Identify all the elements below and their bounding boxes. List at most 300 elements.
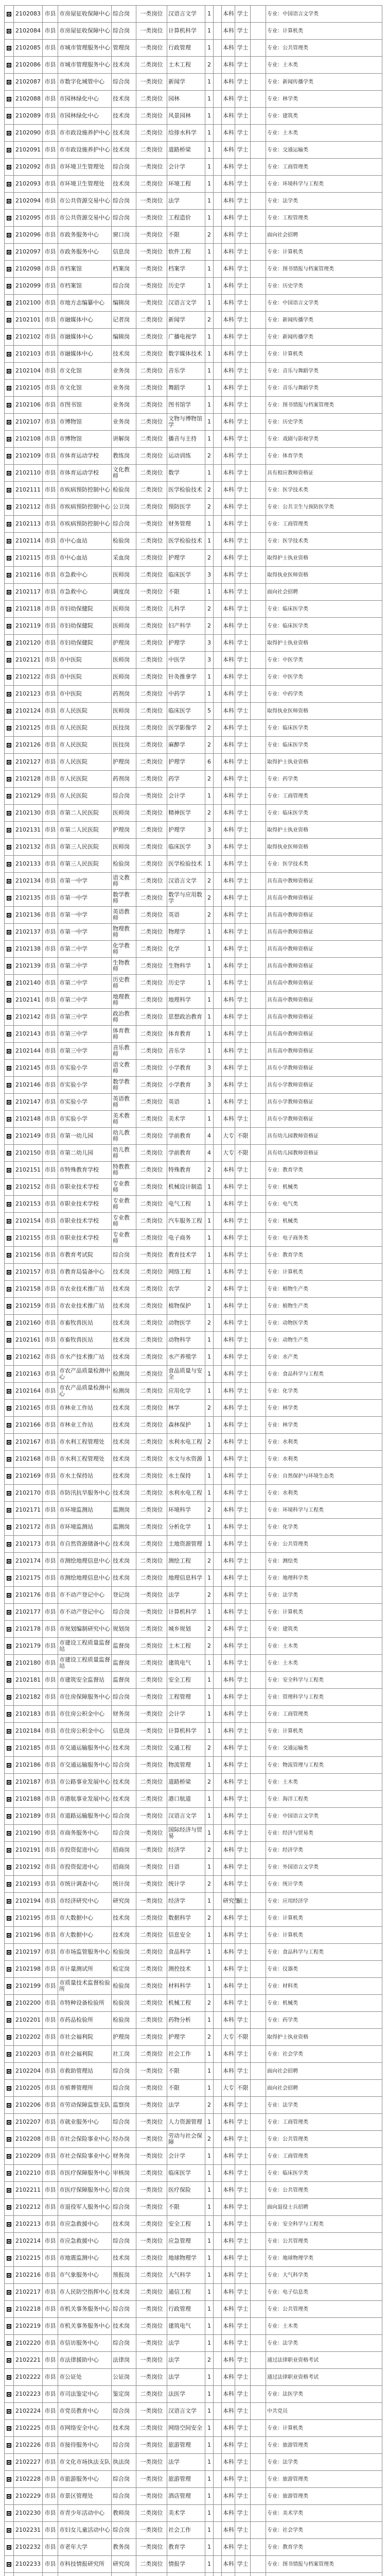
employer-name: 市实验小学: [58, 1094, 112, 1111]
qr-code-icon: [7, 1321, 11, 1326]
post-name: 技术岗: [112, 1451, 136, 1468]
blank-cell: [214, 2318, 222, 2335]
qr-cell: [5, 2284, 14, 2301]
hire-count: 1: [205, 2318, 214, 2335]
education: 本科: [222, 1094, 235, 1111]
remarks: 专业：大气科学类: [266, 2267, 382, 2284]
qr-code-icon: [7, 335, 11, 340]
table-row: [5, 1043, 382, 1060]
post-category: 二类岗位: [136, 1927, 167, 1944]
job-code: 2102228: [14, 2471, 43, 2488]
post-name: 技术岗: [112, 1315, 136, 1332]
post-category: 二类岗位: [136, 2046, 167, 2063]
post-category: 二类岗位: [136, 1995, 167, 2012]
qr-code-icon: [7, 1253, 11, 1258]
post-name: 监督岗: [112, 1638, 136, 1655]
qr-code-icon: [7, 862, 11, 867]
blank-cell: [251, 550, 266, 567]
job-level: 市县: [43, 2216, 58, 2233]
post-name: 医技岗: [112, 720, 136, 737]
blank-cell: [251, 1162, 266, 1179]
education: 本科: [222, 2182, 235, 2199]
job-level: 市县: [43, 1689, 58, 1706]
job-level: 市县: [43, 737, 58, 754]
blank-cell: [214, 1485, 222, 1502]
hire-count: 1: [205, 346, 214, 363]
remarks: 专业：材料类: [266, 1978, 382, 1995]
blank-cell: [214, 1587, 222, 1604]
hire-count: 2: [205, 873, 214, 890]
hire-count: 1: [205, 2386, 214, 2403]
qr-cell: [5, 1927, 14, 1944]
degree: 学士: [235, 176, 251, 193]
blank-cell: [214, 788, 222, 805]
post-category: 二类岗位: [136, 482, 167, 499]
job-code: 2102091: [14, 142, 43, 159]
qr-cell: [5, 2437, 14, 2454]
qr-cell: [5, 992, 14, 1009]
post-category: 二类岗位: [136, 2284, 167, 2301]
major-requirement: 英语: [167, 1094, 205, 1111]
blank-cell: [251, 771, 266, 788]
qr-cell: [5, 907, 14, 924]
education: 本科: [222, 2522, 235, 2539]
major-requirement: 机械设计制造: [167, 1179, 205, 1196]
post-category: 一类岗位: [136, 2522, 167, 2539]
major-requirement: 药物分析: [167, 2012, 205, 2029]
education: 本科: [222, 2386, 235, 2403]
employer-name: 市政务服务中心: [58, 244, 112, 261]
blank-cell: [251, 856, 266, 873]
post-category: 一类岗位: [136, 261, 167, 278]
blank-cell: [214, 1179, 222, 1196]
qr-cell: [5, 1502, 14, 1519]
post-name: 综合岗: [112, 1689, 136, 1706]
employer-name: 市不动产登记中心: [58, 1587, 112, 1604]
post-category: [136, 2573, 167, 2576]
blank-cell: [214, 1400, 222, 1417]
qr-code-icon: [7, 1865, 11, 1870]
employer-name: 市就业服务中心: [58, 2114, 112, 2131]
job-level: 市县: [43, 1808, 58, 1825]
employer-name: 市教育局装备中心: [58, 1264, 112, 1281]
blank-cell: [214, 2284, 222, 2301]
blank-cell: [251, 1281, 266, 1298]
blank-cell: [251, 907, 266, 924]
job-code: 2102176: [14, 1587, 43, 1604]
post-category: 二类岗位: [136, 1179, 167, 1196]
employer-name: 市第二幼儿园: [58, 1145, 112, 1162]
qr-code-icon: [7, 1372, 11, 1377]
major-requirement: 港口航道: [167, 1791, 205, 1808]
blank-cell: [214, 805, 222, 822]
post-category: 二类岗位: [136, 805, 167, 822]
job-level: 市县: [43, 448, 58, 465]
education: 本科: [222, 2352, 235, 2369]
table-row: [5, 1553, 382, 1570]
post-name: 综合岗: [112, 2488, 136, 2505]
qr-cell: [5, 2369, 14, 2386]
blank-cell: [251, 363, 266, 380]
degree: 学士: [235, 329, 251, 346]
blank-cell: [251, 414, 266, 431]
degree: 学士: [235, 40, 251, 57]
table-row: [5, 1247, 382, 1264]
remarks: 专业：体育学类: [266, 448, 382, 465]
post-name: 技术岗: [112, 1417, 136, 1434]
remarks: 专业：工商管理类: [266, 159, 382, 176]
job-code: 2102190: [14, 1825, 43, 1842]
blank-cell: [251, 2437, 266, 2454]
table-row: [5, 2386, 382, 2403]
employer-name: 市园林绿化中心: [58, 108, 112, 125]
blank-cell: [214, 669, 222, 686]
hire-count: 1: [205, 2012, 214, 2029]
blank-cell: [251, 805, 266, 822]
post-category: 二类岗位: [136, 397, 167, 414]
remarks: 通过法律职业资格考试: [266, 2352, 382, 2369]
education: 本科: [222, 1332, 235, 1349]
employer-name: 市人民医院: [58, 720, 112, 737]
blank-cell: [251, 1859, 266, 1876]
blank-cell: [214, 1451, 222, 1468]
major-requirement: 会计学: [167, 1706, 205, 1723]
blank-cell: [251, 669, 266, 686]
job-code: 2102164: [14, 1383, 43, 1400]
remarks: 专业：法学类: [266, 2335, 382, 2352]
degree: 学士: [235, 2046, 251, 2063]
post-category: 二类岗位: [136, 499, 167, 516]
qr-cell: [5, 1332, 14, 1349]
hire-count: 2: [205, 1315, 214, 1332]
remarks: 专业：戏剧与影视学类: [266, 431, 382, 448]
blank-cell: [214, 2488, 222, 2505]
job-level: 市县: [43, 1111, 58, 1128]
degree: 学士: [235, 1366, 251, 1383]
blank-cell: [214, 1111, 222, 1128]
job-level: 市县: [43, 2369, 58, 2386]
table-row: [5, 2369, 382, 2386]
job-code: 2102087: [14, 74, 43, 91]
education: 本科: [222, 363, 235, 380]
job-code: 2102139: [14, 958, 43, 975]
blank-cell: [214, 635, 222, 652]
education: 本科: [222, 2233, 235, 2250]
job-code: 2102224: [14, 2403, 43, 2420]
blank-cell: [214, 2335, 222, 2352]
hire-count: 1: [205, 2063, 214, 2080]
education: 本科: [222, 686, 235, 703]
job-level: 市县: [43, 2488, 58, 2505]
employer-name: 市环境卫生管理处: [58, 176, 112, 193]
major-requirement: 音乐学: [167, 363, 205, 380]
blank-cell: [251, 1468, 266, 1485]
post-category: 二类岗位: [136, 1961, 167, 1978]
remarks: 专业：公共管理类: [266, 2182, 382, 2199]
blank-cell: [214, 2114, 222, 2131]
major-requirement: 行政管理: [167, 2301, 205, 2318]
post-name: 技术岗: [112, 1349, 136, 1366]
job-level: 市县: [43, 1621, 58, 1638]
employer-name: 市港航事业发展中心: [58, 1791, 112, 1808]
degree: 学士: [235, 771, 251, 788]
blank-cell: [214, 1281, 222, 1298]
qr-code-icon: [7, 1134, 11, 1139]
post-category: 一类岗位: [136, 210, 167, 227]
education: 本科: [222, 958, 235, 975]
job-code: 2102210: [14, 2165, 43, 2182]
employer-name: 市第二人民医院: [58, 822, 112, 839]
blank-cell: [251, 1570, 266, 1587]
qr-cell: [5, 1111, 14, 1128]
employer-name: 市畜牧兽医站: [58, 1315, 112, 1332]
degree: 学士: [235, 2165, 251, 2182]
job-level: 市县: [43, 2114, 58, 2131]
remarks: 专业：机械类: [266, 1995, 382, 2012]
education: 研究生: [222, 1893, 235, 1910]
job-code: 2102152: [14, 1179, 43, 1196]
education: 本科: [222, 550, 235, 567]
employer-name: 市第一中学: [58, 890, 112, 907]
qr-code-icon: [7, 1848, 11, 1853]
table-row: [5, 397, 382, 414]
remarks: 专业：工商管理类: [266, 516, 382, 533]
degree: 学士: [235, 312, 251, 329]
post-category: 二类岗位: [136, 958, 167, 975]
remarks: 专业：食品科学与工程类: [266, 1944, 382, 1961]
job-code: 2102187: [14, 1774, 43, 1791]
post-name: 检验岗: [112, 1944, 136, 1961]
major-requirement: 数据科学: [167, 1910, 205, 1927]
education: 本科: [222, 2284, 235, 2301]
post-category: 二类岗位: [136, 601, 167, 618]
blank-cell: [214, 992, 222, 1009]
qr-cell: [5, 788, 14, 805]
education: 本科: [222, 635, 235, 652]
job-code: 2102120: [14, 635, 43, 652]
job-code: 2102173: [14, 1536, 43, 1553]
job-code: 2102127: [14, 754, 43, 771]
blank-cell: [251, 1128, 266, 1145]
job-level: 市县: [43, 2318, 58, 2335]
qr-code-icon: [7, 1610, 11, 1615]
table-row: [5, 958, 382, 975]
job-code: 2102185: [14, 1740, 43, 1757]
employer-name: 市社会保险事业中心: [58, 2148, 112, 2165]
table-row: [5, 1128, 382, 1145]
hire-count: 1: [205, 1706, 214, 1723]
major-requirement: 网络空间安全: [167, 2420, 205, 2437]
major-requirement: 经济学: [167, 1842, 205, 1859]
blank-cell: [214, 839, 222, 856]
table-row: [5, 2199, 382, 2216]
qr-code-icon: [7, 63, 11, 67]
blank-cell: [214, 1094, 222, 1111]
hire-count: 1: [205, 1383, 214, 1400]
post-name: 综合岗: [112, 2522, 136, 2539]
blank-cell: [214, 1723, 222, 1740]
qr-cell: [5, 159, 14, 176]
remarks: 专业：环境科学与工程类: [266, 176, 382, 193]
employer-name: 市大数据中心: [58, 1927, 112, 1944]
blank-cell: [251, 2420, 266, 2437]
job-code: 2102165: [14, 1400, 43, 1417]
remarks: 取得护士执业资格: [266, 2029, 382, 2046]
qr-cell: [5, 1842, 14, 1859]
remarks: 专业：美术学类: [266, 2505, 382, 2522]
job-level: 市县: [43, 1757, 58, 1774]
qr-code-icon: [7, 1151, 11, 1156]
table-row: [5, 1638, 382, 1655]
job-code: 2102198: [14, 1961, 43, 1978]
major-requirement: 物理学: [167, 924, 205, 941]
qr-cell: [5, 567, 14, 584]
degree: 学士: [235, 839, 251, 856]
blank-cell: [214, 482, 222, 499]
degree: 学士: [235, 1757, 251, 1774]
blank-cell: [251, 244, 266, 261]
blank-cell: [214, 2250, 222, 2267]
employer-name: 市房屋征收保障中心: [58, 6, 112, 23]
blank-cell: [214, 108, 222, 125]
major-requirement: 医学检验技术: [167, 856, 205, 873]
post-category: 一类岗位: [136, 788, 167, 805]
blank-cell: [214, 193, 222, 210]
post-category: 二类岗位: [136, 414, 167, 431]
qr-cell: [5, 2318, 14, 2335]
blank-cell: [214, 2471, 222, 2488]
remarks: 专业：土木类: [266, 1655, 382, 1672]
education: 本科: [222, 567, 235, 584]
hire-count: 2: [205, 57, 214, 74]
blank-cell: [214, 1757, 222, 1774]
hire-count: 2: [205, 227, 214, 244]
blank-cell: [214, 2165, 222, 2182]
blank-cell: [214, 533, 222, 550]
job-level: 市县: [43, 1434, 58, 1451]
qr-code-icon: [7, 2137, 11, 2142]
education: 本科: [222, 1111, 235, 1128]
employer-name: 市城市管理服务中心: [58, 40, 112, 57]
blank-cell: [251, 1944, 266, 1961]
blank-cell: [214, 1910, 222, 1927]
hire-count: 1: [205, 1468, 214, 1485]
blank-cell: [251, 108, 266, 125]
hire-count: 1: [205, 2471, 214, 2488]
blank-cell: [251, 2012, 266, 2029]
job-code: 2102112: [14, 499, 43, 516]
job-code: 2102155: [14, 1230, 43, 1247]
table-row: [5, 431, 382, 448]
job-level: 市县: [43, 1485, 58, 1502]
job-code: 2102108: [14, 431, 43, 448]
qr-cell: [5, 261, 14, 278]
qr-cell: [5, 2029, 14, 2046]
hire-count: 1: [205, 431, 214, 448]
post-name: 综合岗: [112, 1825, 136, 1842]
employer-name: 市融媒体中心: [58, 312, 112, 329]
degree: 学士: [235, 1502, 251, 1519]
education: 本科: [222, 329, 235, 346]
employer-name: 市青少年活动中心: [58, 2505, 112, 2522]
blank-cell: [214, 2369, 222, 2386]
major-requirement: 软件工程: [167, 244, 205, 261]
qr-code-icon: [7, 437, 11, 442]
qr-code-icon: [7, 998, 11, 1003]
qr-cell: [5, 210, 14, 227]
job-level: 市县: [43, 1893, 58, 1910]
degree: 学士: [235, 2369, 251, 2386]
qr-code-icon: [7, 1423, 11, 1428]
blank-cell: [214, 380, 222, 397]
post-name: 检验岗: [112, 856, 136, 873]
degree: 学士: [235, 1995, 251, 2012]
blank-cell: [214, 1332, 222, 1349]
post-category: 二类岗位: [136, 2267, 167, 2284]
job-code: 2102195: [14, 1910, 43, 1927]
table-row: [5, 1536, 382, 1553]
hire-count: 2: [205, 550, 214, 567]
post-name: 执法岗: [112, 2454, 136, 2471]
degree: 学士: [235, 2114, 251, 2131]
degree: 学士: [235, 1961, 251, 1978]
post-name: 预报岗: [112, 2267, 136, 2284]
job-code: 2102230: [14, 2505, 43, 2522]
qr-cell: [5, 873, 14, 890]
remarks: 专业：土木类: [266, 2318, 382, 2335]
major-requirement: 运动训练: [167, 448, 205, 465]
job-code: 2102133: [14, 856, 43, 873]
job-code: 2102089: [14, 108, 43, 125]
employer-name: 市劳动保障监察支队: [58, 2097, 112, 2114]
qr-cell: [5, 1825, 14, 1842]
job-code: 2102219: [14, 2318, 43, 2335]
education: 本科: [222, 1383, 235, 1400]
qr-cell: [5, 805, 14, 822]
job-level: 市县: [43, 1876, 58, 1893]
blank-cell: [251, 1961, 266, 1978]
blank-cell: [214, 1672, 222, 1689]
remarks: 专业：新闻传播学类: [266, 74, 382, 91]
blank-cell: [214, 771, 222, 788]
remarks: 专业：计算机类: [266, 346, 382, 363]
blank-cell: [214, 2522, 222, 2539]
remarks: 专业：临床医学类: [266, 618, 382, 635]
blank-cell: [251, 1145, 266, 1162]
qr-cell: [5, 2148, 14, 2165]
job-code: 2102207: [14, 2114, 43, 2131]
degree: 学士: [235, 2471, 251, 2488]
employer-name: 市第二中学: [58, 992, 112, 1009]
hire-count: 1: [205, 1213, 214, 1230]
table-row: [5, 2148, 382, 2165]
blank-cell: [251, 2250, 266, 2267]
job-code: 2102104: [14, 363, 43, 380]
qr-code-icon: [7, 2392, 11, 2397]
post-category: 二类岗位: [136, 2216, 167, 2233]
qr-code-icon: [7, 1899, 11, 1904]
blank-cell: [251, 2029, 266, 2046]
table-row: [5, 924, 382, 941]
blank-cell: [251, 2148, 266, 2165]
degree: 学士: [235, 1621, 251, 1638]
job-code: 2102169: [14, 1468, 43, 1485]
employer-name: 市第三人民医院: [58, 839, 112, 856]
blank-cell: [214, 924, 222, 941]
education: 本科: [222, 2318, 235, 2335]
qr-code-icon: [7, 1491, 11, 1496]
degree: 学士: [235, 57, 251, 74]
